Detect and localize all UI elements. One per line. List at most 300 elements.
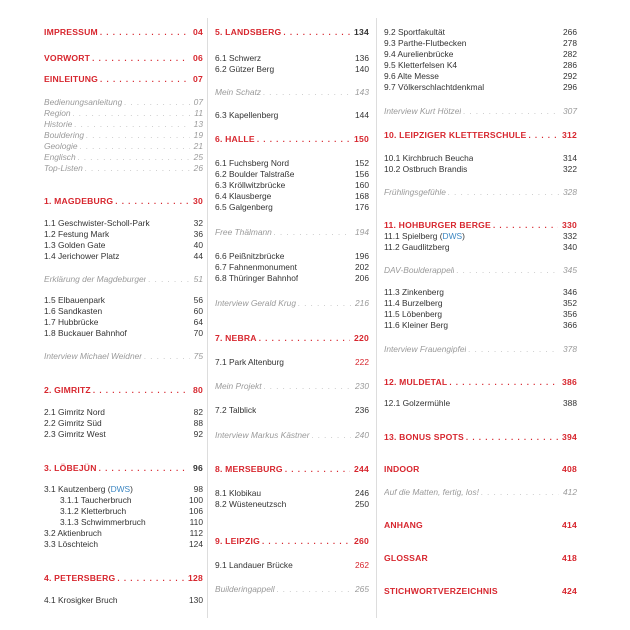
toc-section-heading: [215, 333, 369, 343]
toc-page-number: 82: [193, 407, 203, 417]
dot-leader: [99, 464, 189, 474]
toc-entry: [384, 187, 577, 197]
toc-entry-label: [44, 328, 127, 338]
toc-page-number: 240: [355, 430, 369, 440]
toc-page-number: 56: [193, 295, 203, 305]
toc-page-number: 134: [354, 27, 369, 37]
toc-entry-label: [384, 487, 479, 497]
dot-leader: [466, 433, 558, 443]
toc-entry-text: 12. MULDETAL: [384, 377, 448, 387]
toc-page-number: 156: [355, 169, 369, 179]
toc-entry-text: 1.6 Sandkasten: [44, 306, 103, 316]
toc-entry-label: [44, 240, 105, 250]
toc-page-number: 286: [563, 60, 577, 70]
toc-page-number: 32: [193, 218, 203, 228]
toc-entry-label: [215, 262, 297, 272]
toc-page-number: 366: [563, 320, 577, 330]
toc-entry-text: 7.1 Park Altenburg: [215, 357, 284, 367]
toc-entry: [215, 499, 369, 509]
toc-entry-label: [44, 418, 102, 428]
toc-page-number: 70: [193, 328, 203, 338]
toc-page-number: 265: [355, 584, 369, 594]
toc-entry-text: INDOOR: [384, 464, 420, 474]
toc-page-number: 244: [354, 464, 369, 474]
toc-entry: [384, 287, 577, 297]
toc-entry-text: 11.5 Löbenberg: [384, 309, 443, 319]
toc-entry: [215, 488, 369, 498]
toc-entry-label: [44, 27, 98, 37]
toc-entry-text: 9.2 Sportfakultät: [384, 27, 445, 37]
toc-page-number: 206: [355, 273, 369, 283]
toc-section-heading: [384, 520, 577, 530]
dot-leader: [86, 131, 190, 141]
toc-entry-label: [44, 306, 102, 316]
toc-page-number: 75: [193, 351, 203, 361]
toc-entry-label: [44, 97, 122, 107]
toc-entry-text: 1.7 Hubbrücke: [44, 317, 99, 327]
toc-entry-label: [44, 517, 146, 527]
toc-entry: [215, 227, 369, 237]
toc-page-number: 21: [193, 141, 203, 151]
toc-entry: [44, 418, 203, 428]
toc-entry-text: 6.1 Schwerz: [215, 53, 262, 63]
toc-entry-label: [44, 495, 132, 505]
toc-entry: [44, 539, 203, 549]
toc-entry-label: [215, 464, 283, 474]
toc-entry-text: 3.1.3 Schwimmerbruch: [60, 517, 146, 527]
toc-entry: [215, 381, 369, 391]
toc-page-number: 388: [563, 398, 577, 408]
dot-leader: [93, 386, 189, 396]
toc-entry-label: [44, 351, 142, 361]
dot-leader: [481, 488, 559, 498]
toc-entry: [215, 405, 369, 415]
toc-entry: [44, 119, 203, 129]
toc-entry: [44, 141, 203, 151]
toc-page-number: 60: [193, 306, 203, 316]
toc-entry-label: [215, 333, 257, 343]
toc-entry-text: 3.1.1 Taucherbruch: [60, 495, 132, 505]
toc-entry-text: 11.1 Spielberg: [384, 231, 438, 241]
toc-page-number: 44: [193, 251, 203, 261]
toc-entry-label: [44, 119, 72, 129]
toc-page-number: 06: [193, 53, 203, 63]
toc-entry-text: 10.1 Kirchbruch Beucha: [384, 153, 474, 163]
toc-entry: [215, 251, 369, 261]
toc-page-number: 124: [189, 539, 203, 549]
toc-entry-text: 6.4 Klausberge: [215, 191, 272, 201]
toc-entry-text: GLOSSAR: [384, 553, 428, 563]
toc-entry-label: [44, 385, 91, 395]
toc-entry-text: Bouldering: [44, 130, 85, 140]
toc-entry: [384, 487, 577, 497]
toc-page-number: 332: [563, 231, 577, 241]
toc-entry-label: [384, 164, 467, 174]
toc-entry-label: [384, 82, 484, 92]
toc-section-heading: [384, 553, 577, 563]
toc-entry-text: 1. MAGDEBURG: [44, 196, 114, 206]
toc-entry-label: [215, 158, 289, 168]
toc-page-number: 07: [193, 74, 203, 84]
toc-entry: [44, 306, 203, 316]
toc-entry-text: 1.8 Buckauer Bahnhof: [44, 328, 127, 338]
toc-entry-label: [44, 163, 83, 173]
toc-page-number: 25: [193, 152, 203, 162]
toc-entry: [384, 298, 577, 308]
toc-section-heading: [44, 74, 203, 84]
toc-page-number: 11: [194, 108, 203, 118]
toc-entry-text: Geologie: [44, 141, 78, 151]
toc-entry-text: Region: [44, 108, 71, 118]
toc-entry-label: [215, 251, 284, 261]
toc-entry-text: Interview Frauengipfel: [384, 344, 467, 354]
toc-entry-label: [215, 560, 293, 570]
toc-page-number: 88: [193, 418, 203, 428]
toc-entry-text: 8. MERSEBURG: [215, 464, 283, 474]
toc-entry: [44, 484, 203, 494]
toc-page-number: 352: [563, 298, 577, 308]
toc-page-number: 236: [355, 405, 369, 415]
dot-leader: [456, 266, 559, 276]
toc-page-number: 130: [189, 595, 203, 605]
toc-page-number: 394: [562, 432, 577, 442]
toc-entry-text: 3.3 Löschteich: [44, 539, 99, 549]
toc-page-number: 356: [563, 309, 577, 319]
toc-entry-label: [384, 287, 444, 297]
toc-entry-text: 3.1 Kautzenberg: [44, 484, 106, 494]
toc-entry-label: [384, 432, 464, 442]
toc-entry-label: [215, 169, 294, 179]
dot-leader: [78, 153, 190, 163]
toc-entry-text: 9.6 Alte Messe: [384, 71, 439, 81]
toc-entry: [215, 202, 369, 212]
toc-page-number: 144: [355, 110, 369, 120]
dot-leader: [493, 221, 558, 231]
toc-entry-text: 11.4 Burzelberg: [384, 298, 443, 308]
toc-entry: [215, 298, 369, 308]
toc-entry-label: [44, 595, 118, 605]
toc-entry-text: Builderingappell: [215, 584, 275, 594]
toc-page-number: 230: [355, 381, 369, 391]
toc-page-number: 100: [189, 495, 203, 505]
toc-page-number: 128: [188, 573, 203, 583]
dot-leader: [264, 382, 351, 392]
toc-page-number: 26: [193, 163, 203, 173]
toc-entry-text: 6.7 Fahnenmonument: [215, 262, 297, 272]
toc-entry-label: [384, 27, 445, 37]
toc-entry-label: [384, 320, 448, 330]
toc-entry-text: Interview Kurt Hötzel: [384, 106, 462, 116]
toc-entry-label: [44, 74, 98, 84]
toc-entry-text: 12.1 Golzermühle: [384, 398, 451, 408]
toc-page-number: 296: [563, 82, 577, 92]
toc-entry-label: [215, 488, 261, 498]
toc-entry-label: [44, 218, 150, 228]
toc-page-number: 30: [193, 196, 203, 206]
toc-page-number: 143: [355, 87, 369, 97]
toc-entry-text: 11.6 Kleiner Berg: [384, 320, 449, 330]
toc-section-heading: [384, 377, 577, 387]
toc-entry-text: Frühlingsgefühle: [384, 187, 446, 197]
toc-entry-label: [215, 180, 285, 190]
dot-leader: [257, 135, 350, 145]
toc-entry: [384, 309, 577, 319]
toc-page-number: 96: [193, 463, 203, 473]
toc-entry-label: [384, 187, 446, 197]
toc-entry-text: 11.3 Zinkenberg: [384, 287, 444, 297]
toc-entry-label: [384, 464, 420, 474]
toc-section-heading: [384, 130, 577, 140]
toc-entry-text: 7. NEBRA: [215, 333, 257, 343]
toc-entry-label: [384, 60, 457, 70]
dot-leader: [85, 164, 190, 174]
toc-entry-text: 11.2 Gaudlitzberg: [384, 242, 450, 252]
dot-leader: [528, 131, 558, 141]
toc-entry-text: IMPRESSUM: [44, 27, 98, 37]
toc-entry: [215, 180, 369, 190]
toc-entry: [384, 320, 577, 330]
toc-entry-label: [215, 536, 260, 546]
toc-entry: [44, 517, 203, 527]
toc-entry: [44, 218, 203, 228]
toc-page-number: 160: [355, 180, 369, 190]
toc-entry-text: 1.3 Golden Gate: [44, 240, 106, 250]
toc-entry: [44, 495, 203, 505]
toc-page-number: 262: [355, 560, 369, 570]
toc-entry-text: 6.8 Thüringer Bahnhof: [215, 273, 299, 283]
toc-entry-text: 1.2 Festung Mark: [44, 229, 110, 239]
toc-entry: [384, 265, 577, 275]
toc-entry: [215, 158, 369, 168]
toc-entry-label: [215, 584, 275, 594]
toc-entry: [215, 584, 369, 594]
toc-entry-text: 2. GIMRITZ: [44, 385, 91, 395]
toc-page-number: 282: [563, 49, 577, 59]
toc-entry-label: [215, 405, 256, 415]
toc-entry-text: 1.1 Geschwister-Scholl-Park: [44, 218, 150, 228]
toc-entry-text: DAV-Boulderappell: [384, 265, 455, 275]
dot-leader: [124, 98, 189, 108]
toc-entry: [384, 60, 577, 70]
toc-entry-label: [215, 110, 278, 120]
dot-leader: [100, 28, 189, 38]
toc-entry: [44, 429, 203, 439]
toc-entry-text: 6.3 Kröllwitzbrücke: [215, 180, 286, 190]
toc-page-number: 292: [563, 71, 577, 81]
toc-page-number: 64: [193, 317, 203, 327]
toc-entry-label: [384, 586, 498, 596]
toc-section-heading: [215, 464, 369, 474]
toc-entry-text: 11. HOHBURGER BERGE: [384, 220, 491, 230]
toc-entry-text: 9.5 Kletterfelsen K4: [384, 60, 458, 70]
toc-entry-label: [44, 295, 105, 305]
toc-entry-text: Englisch: [44, 152, 76, 162]
toc-entry-text: 8.2 Wüsteneutzsch: [215, 499, 287, 509]
toc-page-number: 202: [355, 262, 369, 272]
toc-entry-text: 1.4 Jerichower Platz: [44, 251, 120, 261]
toc-entry-text: 9. LEIPZIG: [215, 536, 260, 546]
toc-entry-label: [215, 134, 255, 144]
toc-entry-text: VORWORT: [44, 53, 91, 63]
toc-page-number: 250: [355, 499, 369, 509]
dot-leader: [100, 75, 189, 85]
toc-entry-label: [44, 108, 71, 118]
toc-entry-label: [384, 153, 473, 163]
toc-entry: [44, 295, 203, 305]
toc-entry-text: Erklärung der Magdeburger: [44, 274, 147, 284]
toc-entry: [44, 506, 203, 516]
toc-entry-label: [44, 130, 84, 140]
dot-leader: [274, 228, 351, 238]
dot-leader: [73, 109, 191, 119]
dot-leader: [115, 197, 189, 207]
toc-entry: [384, 398, 577, 408]
dot-leader: [74, 120, 189, 130]
toc-section-heading: [215, 134, 369, 144]
toc-section-heading: [44, 196, 203, 206]
toc-page-number: 330: [562, 220, 577, 230]
toc-entry: [44, 152, 203, 162]
toc-entry-label: [44, 463, 97, 473]
dot-leader: [449, 378, 558, 388]
toc-page-number: 278: [563, 38, 577, 48]
toc-entry-text: 6.2 Gützer Berg: [215, 64, 275, 74]
toc-page-number: 340: [563, 242, 577, 252]
toc-entry-text: 6.1 Fuchsberg Nord: [215, 158, 290, 168]
toc-page-number: 106: [189, 506, 203, 516]
toc-entry-label: 11.1 Spielberg (DWS): [384, 231, 465, 241]
toc-entry-text: 5. LANDSBERG: [215, 27, 282, 37]
toc-entry-text: 6. HALLE: [215, 134, 255, 144]
toc-entry-label: [215, 357, 284, 367]
toc-section-heading: [44, 463, 203, 473]
toc-entry: [44, 108, 203, 118]
toc-entry-label: [215, 53, 261, 63]
toc-entry: [384, 242, 577, 252]
toc-entry: [44, 328, 203, 338]
dot-leader: [312, 431, 352, 441]
toc-entry-label: [44, 53, 90, 63]
toc-entry-text: 6.2 Boulder Talstraße: [215, 169, 295, 179]
toc-entry: [215, 53, 369, 63]
toc-entry-label: [44, 539, 98, 549]
toc-entry: [44, 163, 203, 173]
toc-entry: [44, 274, 203, 284]
toc-entry-text: Bedienungsanleitung: [44, 97, 123, 107]
toc-entry-label: [44, 429, 106, 439]
toc-entry-label: [384, 520, 423, 530]
toc-entry-text: 6.6 Peißnitzbrücke: [215, 251, 285, 261]
toc-entry-text: 10. LEIPZIGER KLETTERSCHULE: [384, 130, 527, 140]
toc-entry-label: [44, 274, 146, 284]
toc-entry: [44, 351, 203, 361]
column-divider: [207, 18, 208, 618]
toc-entry-label: [384, 220, 491, 230]
toc-entry-text: 3.1.2 Kletterbruch: [60, 506, 127, 516]
toc-entry-text: 6.3 Kapellenberg: [215, 110, 279, 120]
toc-page-number: 152: [355, 158, 369, 168]
toc-entry-label: [44, 196, 113, 206]
toc-page-number: 196: [355, 251, 369, 261]
toc-entry: [44, 130, 203, 140]
toc-entry-text: Mein Projekt: [215, 381, 262, 391]
toc-entry-label: [384, 344, 466, 354]
toc-entry-label: [215, 27, 281, 37]
toc-page-number: 312: [562, 130, 577, 140]
toc-entry: [384, 27, 577, 37]
dws-tag: DWS: [442, 231, 463, 241]
toc-page-number: 345: [563, 265, 577, 275]
toc-entry: [44, 240, 203, 250]
dot-leader: [262, 537, 350, 547]
toc-entry-text: 4.1 Krosigker Bruch: [44, 595, 118, 605]
toc-entry-text: Auf die Matten, fertig, los!: [384, 487, 479, 497]
dws-tag: DWS: [110, 484, 131, 494]
toc-page-number: 168: [355, 191, 369, 201]
toc-entry-label: [44, 152, 76, 162]
toc-entry-text: 13. BONUS SPOTS: [384, 432, 464, 442]
toc-entry-label: [215, 64, 274, 74]
toc-entry-text: Free Thälmann: [215, 227, 272, 237]
toc-page-number: 414: [562, 520, 577, 530]
toc-entry-text: 3. LÖBEJÜN: [44, 463, 97, 473]
toc-entry: [215, 560, 369, 570]
toc-page-number: 04: [193, 27, 203, 37]
toc-entry-text: 6.5 Galgenberg: [215, 202, 273, 212]
toc-page-number: 98: [193, 484, 203, 494]
toc-entry: [215, 262, 369, 272]
toc-entry-text: 10.2 Ostbruch Brandis: [384, 164, 468, 174]
dot-leader: [144, 352, 190, 362]
toc-entry-label: [384, 242, 450, 252]
toc-entry-label: [384, 298, 443, 308]
toc-entry-label: [215, 273, 298, 283]
toc-entry-label: [215, 298, 296, 308]
toc-page-number: 412: [563, 487, 577, 497]
toc-entry-label: [215, 499, 286, 509]
toc-entry-label: [215, 430, 310, 440]
toc-section-heading: [384, 432, 577, 442]
toc-entry-text: 4. PETERSBERG: [44, 573, 116, 583]
toc-entry: [215, 110, 369, 120]
toc-section-heading: [44, 27, 203, 37]
toc-entry-text: ANHANG: [384, 520, 423, 530]
dot-leader: [117, 574, 184, 584]
toc-entry-text: 2.1 Gimritz Nord: [44, 407, 105, 417]
toc-page-number: 378: [563, 344, 577, 354]
toc-entry: [384, 153, 577, 163]
toc-entry-text: 2.3 Gimritz West: [44, 429, 106, 439]
toc-entry-label: [384, 71, 439, 81]
toc-entry: [384, 344, 577, 354]
toc-entry: [384, 164, 577, 174]
toc-section-heading: [215, 536, 369, 546]
toc-page-number: 216: [355, 298, 369, 308]
dot-leader: [80, 142, 190, 152]
toc-page-number: 222: [355, 357, 369, 367]
toc-section-heading: [384, 586, 577, 596]
toc-entry: [44, 317, 203, 327]
toc-page-number: 194: [355, 227, 369, 237]
toc-page-number: 424: [562, 586, 577, 596]
toc-entry: [215, 430, 369, 440]
toc-page-number: 246: [355, 488, 369, 498]
toc-entry-label: [384, 265, 454, 275]
toc-entry-label: [44, 528, 102, 538]
toc-entry-label: [44, 251, 119, 261]
toc-page-number: 92: [193, 429, 203, 439]
toc-section-heading: [44, 53, 203, 63]
